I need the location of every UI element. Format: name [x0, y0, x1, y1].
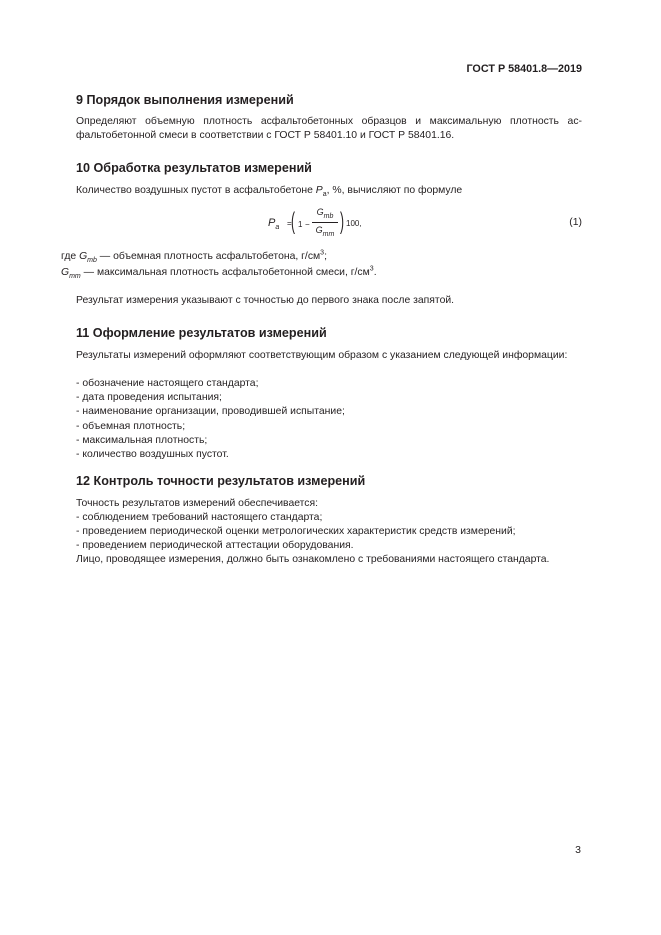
formula-fraction-bar	[312, 222, 338, 223]
formula-coefficient: 100,	[346, 219, 362, 228]
section-9-text: Определяют объемную плотность асфальтобетонных образцов и максимальную плотность ас-фальтобетонной смеси в соответствии с ГОСТ Р 58401.10 и ГОСТ Р 58401.16.	[76, 116, 582, 142]
formula-definitions	[61, 250, 377, 282]
formula-left-paren: (	[291, 208, 295, 235]
list-item: - проведением периодической оценки метрологических характеристик средств измерений;	[76, 525, 516, 539]
section-12-list	[76, 511, 516, 554]
section-10-title: 10 Обработка результатов измерений	[76, 161, 312, 175]
intro-variable-subscript: a	[322, 191, 327, 199]
list-item: - соблюдением требований настоящего стандарта;	[76, 511, 516, 525]
formula-right-paren: )	[340, 208, 344, 235]
result-precision-note: Результат измерения указывают с точностью до первого знака после запятой.	[76, 295, 455, 306]
formula-equals: =	[287, 219, 292, 228]
list-item: - дата проведения испытания;	[76, 391, 345, 405]
formula-number: (1)	[569, 217, 582, 228]
intro-variable: P	[315, 185, 323, 196]
page-number: 3	[575, 844, 581, 856]
formula-minus: −	[305, 220, 310, 229]
formula-denominator: $G_{mm}$	[315, 225, 335, 238]
list-item: - наименование организации, проводившей испытание;	[76, 405, 345, 419]
list-item: - обозначение настоящего стандарта;	[76, 377, 345, 391]
section-12-closing: Лицо, проводящее измерения, должно быть ознакомлено с требованиями настоящего стандарта.	[76, 554, 550, 565]
intro-text-before: Количество воздушных пустот в асфальтобетоне	[76, 185, 316, 196]
section-11-title: 11 Оформление результатов измерений	[76, 326, 327, 340]
section-12-title: 12 Контроль точности результатов измерений	[76, 474, 366, 488]
section-9-title: 9 Порядок выполнения измерений	[76, 93, 294, 107]
definition-gmm: $G_{mm}$ — максимальная плотность асфальтобетонной смеси, $г/см^3$.	[61, 265, 377, 281]
section-11-intro: Результаты измерений оформляют соответствующим образом с указанием следующей информации:	[76, 350, 568, 361]
definition-gmb: где $G_{mb}$ — объемная плотность асфальтобетона, $г/см^3$;	[61, 249, 327, 265]
list-item: - количество воздушных пустот.	[76, 448, 345, 462]
list-item: - объемная плотность;	[76, 420, 345, 434]
formula-one: 1	[298, 220, 303, 229]
list-item: - максимальная плотность;	[76, 434, 345, 448]
formula-1	[268, 206, 378, 242]
formula-lhs: $P_a$	[268, 217, 280, 232]
formula-numerator: $G_{mb}$	[316, 207, 334, 220]
intro-text-after: , %, вычисляют по формуле	[326, 185, 463, 196]
section-12-intro: Точность результатов измерений обеспечивается:	[76, 498, 319, 509]
section-11-list	[76, 377, 345, 462]
section-10-intro	[76, 184, 462, 198]
document-code-header: ГОСТ Р 58401.8—2019	[466, 63, 582, 75]
list-item: - проведением периодической аттестации оборудования.	[76, 539, 516, 553]
